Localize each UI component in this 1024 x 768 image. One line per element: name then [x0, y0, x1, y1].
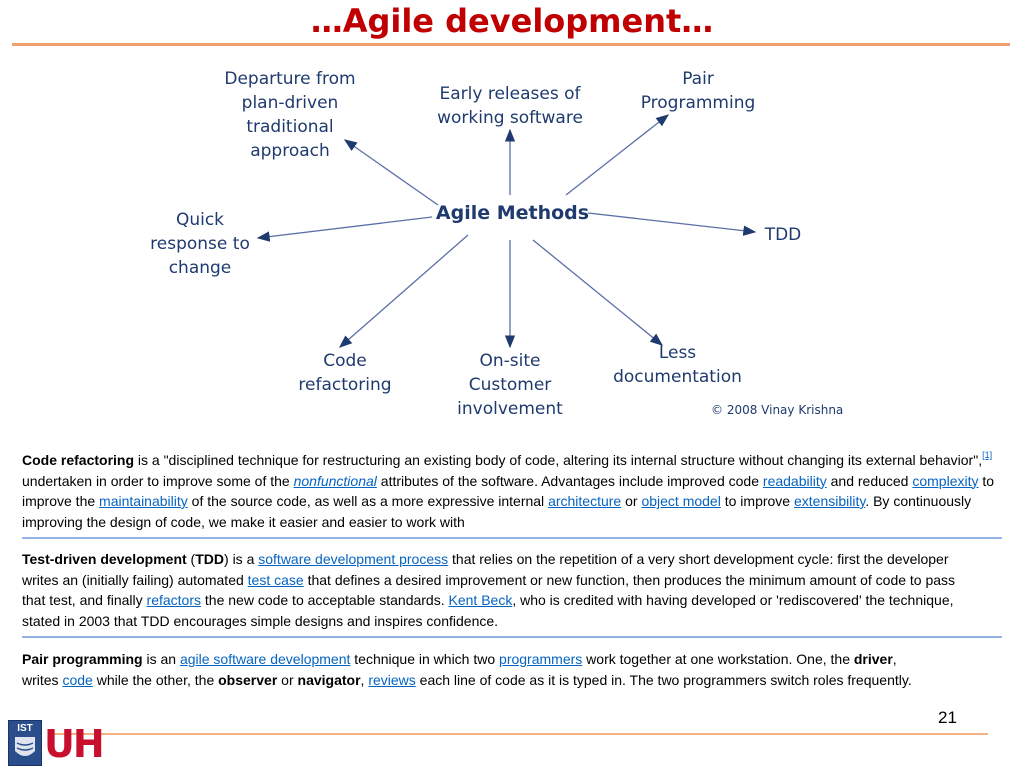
- term-navigator: navigator: [297, 671, 361, 688]
- node-onsite-customer: On-site Customer involvement: [457, 351, 563, 419]
- link-kent-beck[interactable]: Kent Beck: [448, 592, 513, 608]
- text: , writes: [22, 651, 897, 688]
- link-complexity[interactable]: complexity: [912, 472, 979, 489]
- term-observer: observer: [218, 671, 278, 688]
- arrow-code-refactoring: [340, 235, 468, 347]
- text: of the source code, as well as a more expressive internal: [187, 493, 549, 509]
- title-underline: [12, 43, 1010, 46]
- link-architecture[interactable]: architecture: [548, 493, 622, 509]
- link-object-model[interactable]: object model: [641, 493, 721, 509]
- link-code[interactable]: code: [62, 671, 93, 688]
- link-reviews[interactable]: reviews: [368, 671, 416, 688]
- node-tdd: TDD: [764, 225, 802, 245]
- section-divider: [22, 537, 1002, 539]
- text: ,: [360, 671, 369, 688]
- text: that defines a desired improvement or new function, then produces the minimum amount of code to pass that test, and finally: [22, 571, 956, 608]
- shield-icon: [9, 721, 41, 765]
- link-maintainability[interactable]: maintainability: [99, 493, 188, 509]
- node-departure: Departure from plan-driven traditional approach: [224, 69, 356, 161]
- text: to improve: [720, 493, 794, 509]
- text: attributes of the software. Advantages include improved code: [376, 472, 763, 489]
- text: work together at one workstation. One, the: [582, 651, 854, 667]
- node-quick-response: Quick response to change: [150, 210, 250, 278]
- link-nonfunctional[interactable]: nonfunctional: [293, 472, 377, 489]
- term-driver: driver: [853, 651, 893, 667]
- text: that relies on the repetition of a very short development cycle: first the developer writes an (initially failing) automated: [22, 551, 949, 588]
- text: or: [621, 493, 642, 509]
- pair-programming-paragraph: [22, 649, 912, 690]
- node-code-refactoring: Code refactoring: [298, 351, 392, 395]
- link-test-case[interactable]: test case: [247, 571, 304, 588]
- text: is an: [142, 651, 180, 667]
- text: (: [186, 551, 196, 567]
- arrow-tdd: [588, 213, 755, 232]
- page-number: 21: [938, 708, 957, 727]
- reference-link[interactable]: [1]: [982, 450, 993, 460]
- link-programmers[interactable]: programmers: [499, 651, 583, 667]
- text: or: [277, 671, 298, 688]
- text: technique in which two: [350, 651, 500, 667]
- link-readability[interactable]: readability: [762, 472, 827, 489]
- text: , who is credited with having developed or 'rediscovered' the technique, stated in 2003 that TDD encourages simple designs and inspires confidence.: [22, 592, 954, 629]
- node-pair-programming: Pair Programming: [640, 69, 756, 113]
- term-code-refactoring: Code refactoring: [22, 452, 135, 468]
- arrow-less-documentation: [533, 240, 662, 345]
- diagram-copyright: © 2008 Vinay Krishna: [711, 403, 844, 417]
- node-agile-methods: Agile Methods: [435, 202, 590, 224]
- text: the new code to acceptable standards.: [201, 592, 449, 608]
- text: to improve the: [22, 472, 995, 509]
- link-software-development-process[interactable]: software development process: [258, 551, 449, 567]
- code-refactoring-paragraph: [22, 450, 1002, 532]
- section-divider: [22, 636, 1002, 638]
- link-extensibility[interactable]: extensibility: [793, 493, 866, 509]
- agile-methods-diagram: [0, 55, 1024, 435]
- text: while the other, the: [92, 671, 219, 688]
- term-pair-programming: Pair programming: [22, 651, 143, 667]
- term-tdd: Test-driven development: [22, 551, 187, 567]
- text: . By continuously improving the design of code, we make it easier and easier to work with: [22, 493, 972, 530]
- term-tdd-abbr: TDD: [195, 551, 225, 567]
- node-early-releases: Early releases of working software: [437, 84, 583, 128]
- footer-rule: [48, 733, 988, 735]
- node-less-documentation: Less documentation: [613, 343, 742, 387]
- slide-title: …Agile development…: [310, 2, 714, 40]
- ist-logo-text: IST: [17, 723, 33, 734]
- arrow-quick-response: [258, 217, 432, 238]
- text: undertaken in order to improve some of the: [22, 472, 294, 489]
- link-refactors[interactable]: refactors: [146, 592, 201, 608]
- ist-logo: [8, 720, 42, 766]
- text: and reduced: [826, 472, 913, 489]
- tdd-paragraph: [22, 549, 962, 631]
- text: is a "disciplined technique for restructuring an existing body of code, altering its internal structure without changing its external behavior",: [134, 452, 983, 468]
- uh-logo: UH: [44, 722, 103, 766]
- text: ) is a: [224, 551, 259, 567]
- link-agile-software-development[interactable]: agile software development: [179, 651, 351, 667]
- text: each line of code as it is typed in. The two programmers switch roles frequently.: [415, 671, 912, 688]
